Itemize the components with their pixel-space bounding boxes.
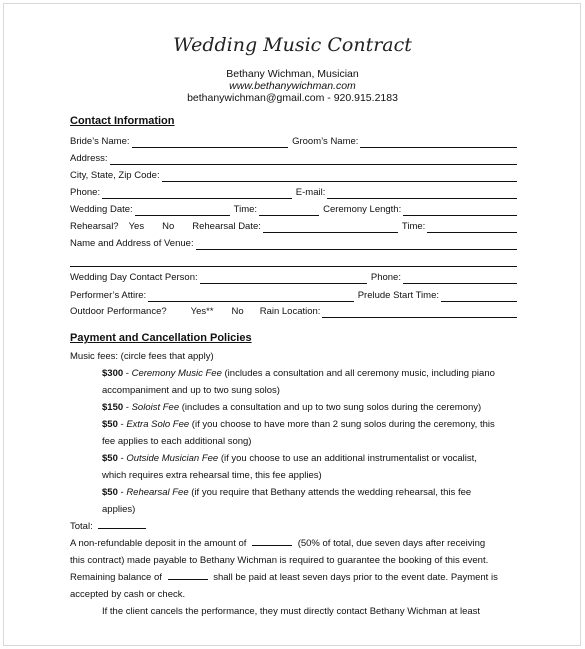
phone-field[interactable] — [102, 189, 292, 199]
city-row — [70, 168, 517, 182]
rehearsal-row — [70, 219, 517, 233]
fee-name: Extra Solo Fee — [126, 419, 190, 430]
wedding-date-row — [70, 202, 517, 216]
deposit-amount-field[interactable] — [252, 536, 292, 546]
fee-name: Outside Musician Fee — [126, 453, 219, 464]
cancellation-line: If the client cancels the performance, they must directly contact Bethany Wichman at least — [102, 606, 481, 617]
balance-line: Remaining balance of shall be paid at least seven days prior to the event date. Payment is — [70, 572, 498, 583]
brides-name-field[interactable] — [132, 138, 289, 148]
attire-label: Performer’s Attire: — [70, 290, 147, 301]
brides-name-label: Bride’s Name: — [70, 136, 130, 147]
city-state-zip-field[interactable] — [162, 172, 517, 182]
fee-name: Soloist Fee — [131, 402, 180, 413]
fee-item-rehearsal-line2: applies) — [102, 504, 136, 515]
venue-field[interactable] — [196, 240, 517, 250]
fee-item-outside-musician-line2: which requires extra rehearsal time, this fee applies) — [102, 470, 322, 481]
time-field[interactable] — [259, 206, 319, 216]
outdoor-row — [70, 304, 517, 318]
rain-location-field[interactable] — [322, 308, 517, 318]
fee-item-extra-solo-line2: fee applies to each additional song) — [102, 436, 252, 447]
wedding-date-field[interactable] — [135, 206, 230, 216]
rain-location-label: Rain Location: — [259, 306, 321, 317]
balance-amount-field[interactable] — [168, 570, 208, 580]
prelude-start-label: Prelude Start Time: — [357, 290, 439, 301]
ceremony-length-label: Ceremony Length: — [323, 204, 402, 215]
outdoor-label: Outdoor Performance? — [70, 306, 167, 317]
total-line — [70, 518, 146, 535]
day-contact-row — [70, 270, 517, 284]
fee-description: (includes a consultation and all ceremony music, including piano — [221, 368, 495, 379]
address-label: Address: — [70, 153, 108, 164]
address-field[interactable] — [110, 155, 518, 165]
phone-label: Phone: — [70, 187, 101, 198]
deposit-line: A non-refundable deposit in the amount of (50% of total, due seven days after receiving — [70, 538, 486, 549]
fee-item-soloist: $150 - Soloist Fee (includes a consultation and up to two sung solos during the ceremony) — [102, 402, 482, 413]
fee-item-ceremony: $300 - Ceremony Music Fee (includes a consultation and all ceremony music, including piano — [102, 368, 495, 379]
email-label: E-mail: — [295, 187, 326, 198]
email-field[interactable] — [327, 189, 517, 199]
fee-description: (if you choose to have more than 2 sung solos during the ceremony, this — [189, 419, 495, 430]
venue-label: Name and Address of Venue: — [70, 238, 194, 249]
fee-description: (includes a consultation and up to two sung solos during the ceremony) — [179, 402, 482, 413]
total-label: Total: — [70, 521, 93, 532]
rehearsal-yes-option[interactable]: Yes — [128, 221, 145, 232]
fee-amount: $50 — [102, 419, 118, 430]
payment-policies-heading: Payment and Cancellation Policies — [70, 332, 252, 344]
deposit-line-2: this contract) made payable to Bethany Wichman is required to guarantee the booking of this event. — [70, 555, 489, 566]
rehearsal-label: Rehearsal? — [70, 221, 119, 232]
ceremony-length-field[interactable] — [403, 206, 517, 216]
fee-amount: $150 — [102, 402, 124, 413]
fee-item-outside-musician: $50 - Outside Musician Fee (if you choose to use an additional instrumentalist or vocalist, — [102, 453, 477, 464]
fee-amount: $50 — [102, 453, 118, 464]
city-state-zip-label: City, State, Zip Code: — [70, 170, 160, 181]
fee-amount: $300 — [102, 368, 124, 379]
venue-field-2[interactable] — [70, 257, 517, 267]
venue-row-2 — [70, 253, 517, 267]
prelude-start-field[interactable] — [441, 292, 517, 302]
rehearsal-no-option[interactable]: No — [162, 221, 175, 232]
outdoor-no-option[interactable]: No — [231, 306, 244, 317]
fee-item-ceremony-line2: accompaniment and up to two sung solos) — [102, 385, 280, 396]
names-row — [70, 134, 517, 148]
musician-name: Bethany Wichman, Musician — [226, 68, 359, 80]
phone-email-row — [70, 185, 517, 199]
total-field[interactable] — [98, 519, 146, 529]
wedding-date-label: Wedding Date: — [70, 204, 133, 215]
website-text: www.bethanywichman.com — [229, 80, 356, 92]
time-label: Time: — [233, 204, 258, 215]
fee-amount: $50 — [102, 487, 118, 498]
fee-description: (if you require that Bethany attends the wedding rehearsal, this fee — [188, 487, 472, 498]
fee-item-rehearsal: $50 - Rehearsal Fee (if you require that Bethany attends the wedding rehearsal, this fee — [102, 487, 472, 498]
email-phone-text: bethanywichman@gmail.com - 920.915.2183 — [187, 92, 398, 104]
music-fees-text: Music fees: (circle fees that apply) — [70, 351, 214, 362]
fee-name: Rehearsal Fee — [126, 487, 189, 498]
contract-title: Wedding Music Contract — [173, 34, 412, 56]
venue-row — [70, 236, 517, 250]
fee-description: (if you choose to use an additional instrumentalist or vocalist, — [218, 453, 477, 464]
outdoor-yes-option[interactable]: Yes** — [190, 306, 214, 317]
day-contact-label: Wedding Day Contact Person: — [70, 272, 198, 283]
day-contact-phone-field[interactable] — [403, 274, 517, 284]
grooms-name-field[interactable] — [360, 138, 517, 148]
fee-name: Ceremony Music Fee — [131, 368, 222, 379]
attire-row — [70, 288, 517, 302]
address-row — [70, 151, 517, 165]
attire-field[interactable] — [148, 292, 353, 302]
rehearsal-time-field[interactable] — [427, 223, 517, 233]
grooms-name-label: Groom’s Name: — [292, 136, 359, 147]
balance-line-2: accepted by cash or check. — [70, 589, 186, 600]
rehearsal-time-label: Time: — [401, 221, 426, 232]
fee-item-extra-solo: $50 - Extra Solo Fee (if you choose to have more than 2 sung solos during the ceremony, this — [102, 419, 495, 430]
day-contact-phone-label: Phone: — [370, 272, 401, 283]
rehearsal-date-label: Rehearsal Date: — [192, 221, 261, 232]
rehearsal-date-field[interactable] — [263, 223, 398, 233]
day-contact-field[interactable] — [200, 274, 367, 284]
contact-information-heading: Contact Information — [70, 115, 175, 127]
